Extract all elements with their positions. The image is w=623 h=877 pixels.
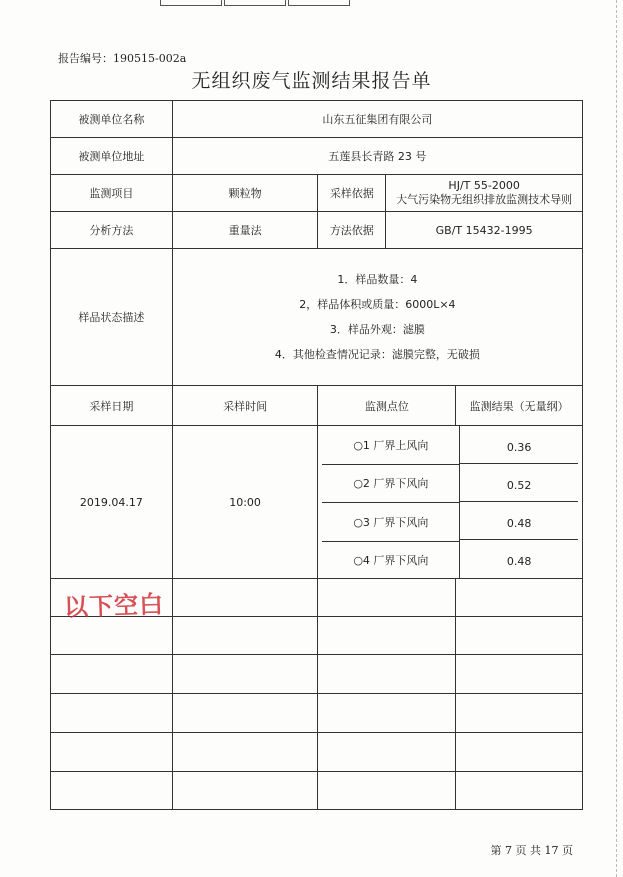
blank-row xyxy=(51,655,583,694)
sampling-basis-value xyxy=(386,175,583,212)
method-basis-label: 方法依据 xyxy=(318,212,386,249)
sampling-basis-label: 采样依据 xyxy=(318,175,386,212)
results-header-row xyxy=(51,386,583,426)
result-value-1: 0.36 xyxy=(460,426,578,464)
point-2: ○2 厂界下风向 xyxy=(322,465,459,504)
row-unit-name xyxy=(51,101,583,138)
row-unit-address xyxy=(51,138,583,175)
row-monitor-item xyxy=(51,175,583,212)
page-number: 第 7 页 共 17 页 xyxy=(490,844,573,857)
sample-status-label: 样品状态描述 xyxy=(51,249,173,386)
result-column xyxy=(460,426,578,578)
result-date: 2019.04.17 xyxy=(51,426,173,579)
monitor-item-value: 颗粒物 xyxy=(172,175,318,212)
unit-address-label: 被测单位地址 xyxy=(51,138,173,175)
sample-status-item: 3．样品外观：滤膜 xyxy=(329,323,425,336)
unit-address-value: 五莲县长青路 23 号 xyxy=(172,138,582,175)
results-data-row xyxy=(51,426,583,579)
sampling-basis-name: 大气污染物无组织排放监测技术导则 xyxy=(396,193,573,206)
blank-row xyxy=(51,617,583,655)
point-4: ○4 厂界下风向 xyxy=(353,553,429,567)
sampling-basis-code: HJ/T 55-2000 xyxy=(448,179,520,192)
result-value-3: 0.48 xyxy=(460,502,578,540)
method-basis-value: GB/T 15432-1995 xyxy=(386,212,583,249)
sample-status-item: 1．样品数量：4 xyxy=(337,273,418,286)
blank-row xyxy=(51,694,583,733)
point-1: ○1 厂界上风向 xyxy=(322,426,459,465)
analysis-method-value: 重量法 xyxy=(172,212,318,249)
blank-row xyxy=(51,772,583,810)
sample-status-list xyxy=(172,249,582,386)
header-time: 采样时间 xyxy=(172,386,318,426)
header-result: 监测结果（无量纲） xyxy=(469,399,569,413)
result-value-4: 0.48 xyxy=(506,555,532,568)
page-edge xyxy=(615,0,617,877)
point-column xyxy=(322,426,460,578)
result-time: 10:00 xyxy=(172,426,318,579)
header-point-result xyxy=(318,386,583,426)
blank-below-stamp: 以下空白 xyxy=(63,590,165,622)
row-analysis-method xyxy=(51,212,583,249)
monitor-item-label: 监测项目 xyxy=(51,175,173,212)
report-table xyxy=(50,100,583,810)
page-title: 无组织废气监测结果报告单 xyxy=(191,70,432,92)
binder-strip xyxy=(160,0,350,6)
point-3: ○3 厂界下风向 xyxy=(322,503,459,542)
unit-name-label: 被测单位名称 xyxy=(51,101,173,138)
result-points xyxy=(318,426,583,579)
header-point: 监测点位 xyxy=(318,386,456,425)
unit-name-value: 山东五征集团有限公司 xyxy=(172,101,582,138)
report-number: 报告编号：190515-002a xyxy=(58,52,187,65)
row-sample-status xyxy=(51,249,583,386)
header-date: 采样日期 xyxy=(51,386,173,426)
sample-status-item: 4．其他检查情况记录：滤膜完整，无破损 xyxy=(274,348,480,361)
blank-row xyxy=(51,733,583,772)
sample-status-item: 2，样品体积或质量：6000L×4 xyxy=(299,298,456,311)
analysis-method-label: 分析方法 xyxy=(51,212,173,249)
result-value-2: 0.52 xyxy=(460,464,578,502)
